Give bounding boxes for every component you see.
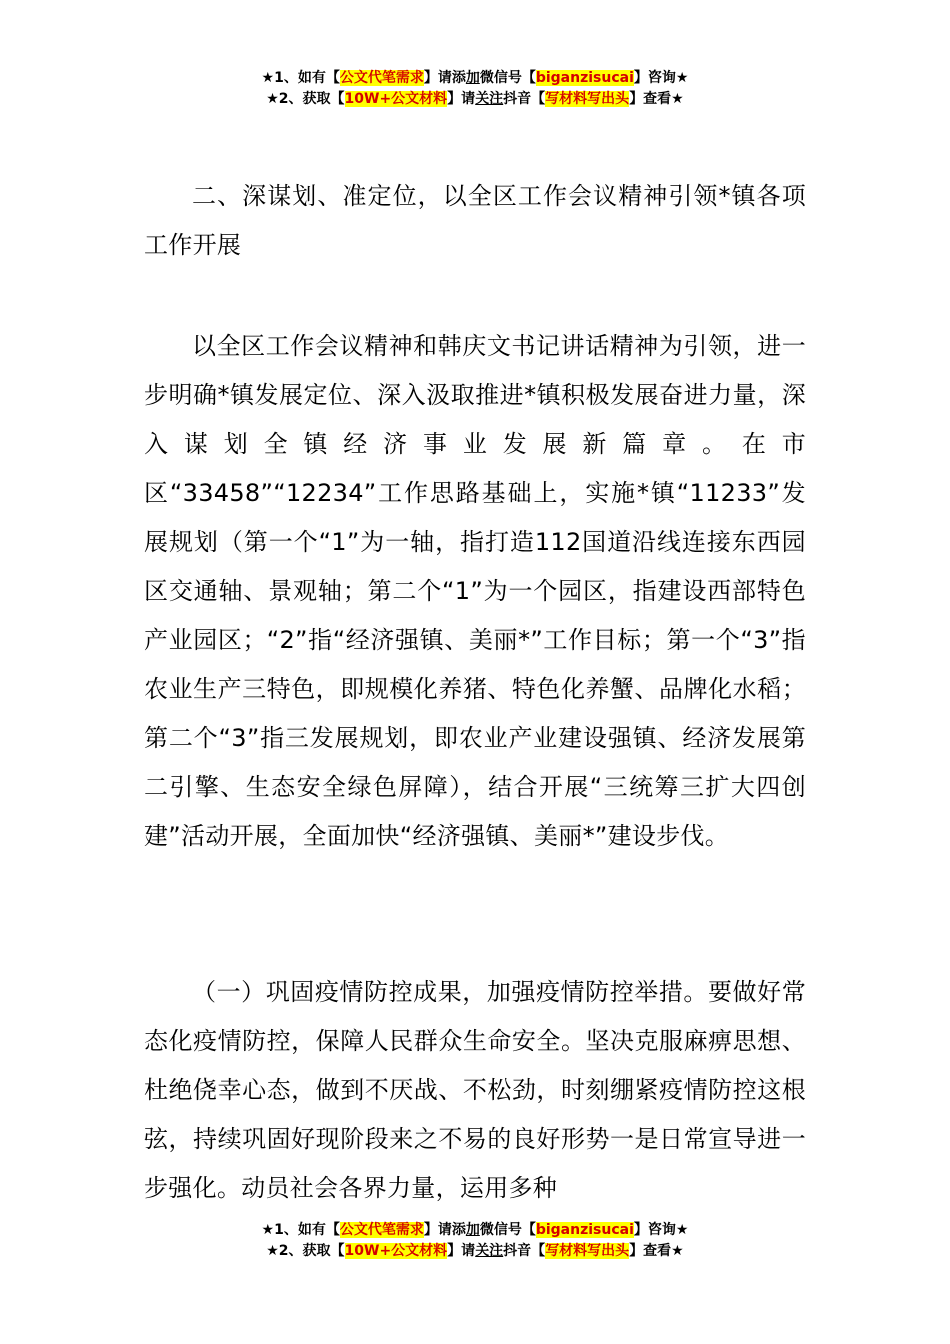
section-heading: 二、深谋划、准定位，以全区工作会议精神引领*镇各项工作开展 — [144, 182, 806, 259]
promo-banner-top — [0, 68, 950, 110]
promo-line-1: ★1、如有【公文代笔需求】请添加微信号【biganzisucai】咨询★ — [261, 70, 689, 86]
promo-banner-bottom — [0, 1220, 950, 1262]
promo-line-2: ★2、获取【10W+公文材料】请关注抖音【写材料写出头】查看★ — [266, 91, 684, 107]
highlight-service: 公文代笔需求 — [339, 70, 424, 86]
highlight-wechat-id: biganzisucai — [535, 1222, 634, 1238]
body-paragraph-1: 以全区工作会议精神和韩庆文书记讲话精神为引领，进一步明确*镇发展定位、深入汲取推进*镇积极发展奋进力量，深入谋划全镇经济事业发展新篇章。在市区“33458”“12234”工作思路基础上，实施*镇“11233”发展规划（第一个“1”为一轴，指打造112国道沿线连接东西园区交通轴、景观轴；第二个“1”为一个园区，指建设西部特色产业园区；“2”指“经济强镇、美丽*”工作目标；第一个“3”指农业生产三特色，即规模化养猪、特色化养蟹、品牌化水稻；第二个“3”指三发展规划，即农业产业建设强镇、经济发展第二引擎、生态安全绿色屏障），结合开展“三统筹三扩大四创建”活动开展，全面加快“经济强镇、美丽*”建设步伐。 — [144, 332, 806, 850]
highlight-service: 公文代笔需求 — [339, 1222, 424, 1238]
highlight-douyin-account: 写材料写出头 — [545, 1243, 630, 1259]
highlight-materials: 10W+公文材料 — [344, 91, 448, 107]
highlight-materials: 10W+公文材料 — [344, 1243, 448, 1259]
body-paragraph-2: （一）巩固疫情防控成果，加强疫情防控举措。要做好常态化疫情防控，保障人民群众生命安全。坚决克服麻痹思想、杜绝侥幸心态，做到不厌战、不松劲，时刻绷紧疫情防控这根弦，持续巩固好现阶段来之不易的良好形势一是日常宣导进一步强化。动员社会各界力量，运用多种 — [144, 978, 806, 1202]
highlight-wechat-id: biganzisucai — [535, 70, 634, 86]
highlight-douyin-account: 写材料写出头 — [545, 91, 630, 107]
promo-line-2: ★2、获取【10W+公文材料】请关注抖音【写材料写出头】查看★ — [266, 1243, 684, 1259]
promo-line-1: ★1、如有【公文代笔需求】请添加微信号【biganzisucai】咨询★ — [261, 1222, 689, 1238]
